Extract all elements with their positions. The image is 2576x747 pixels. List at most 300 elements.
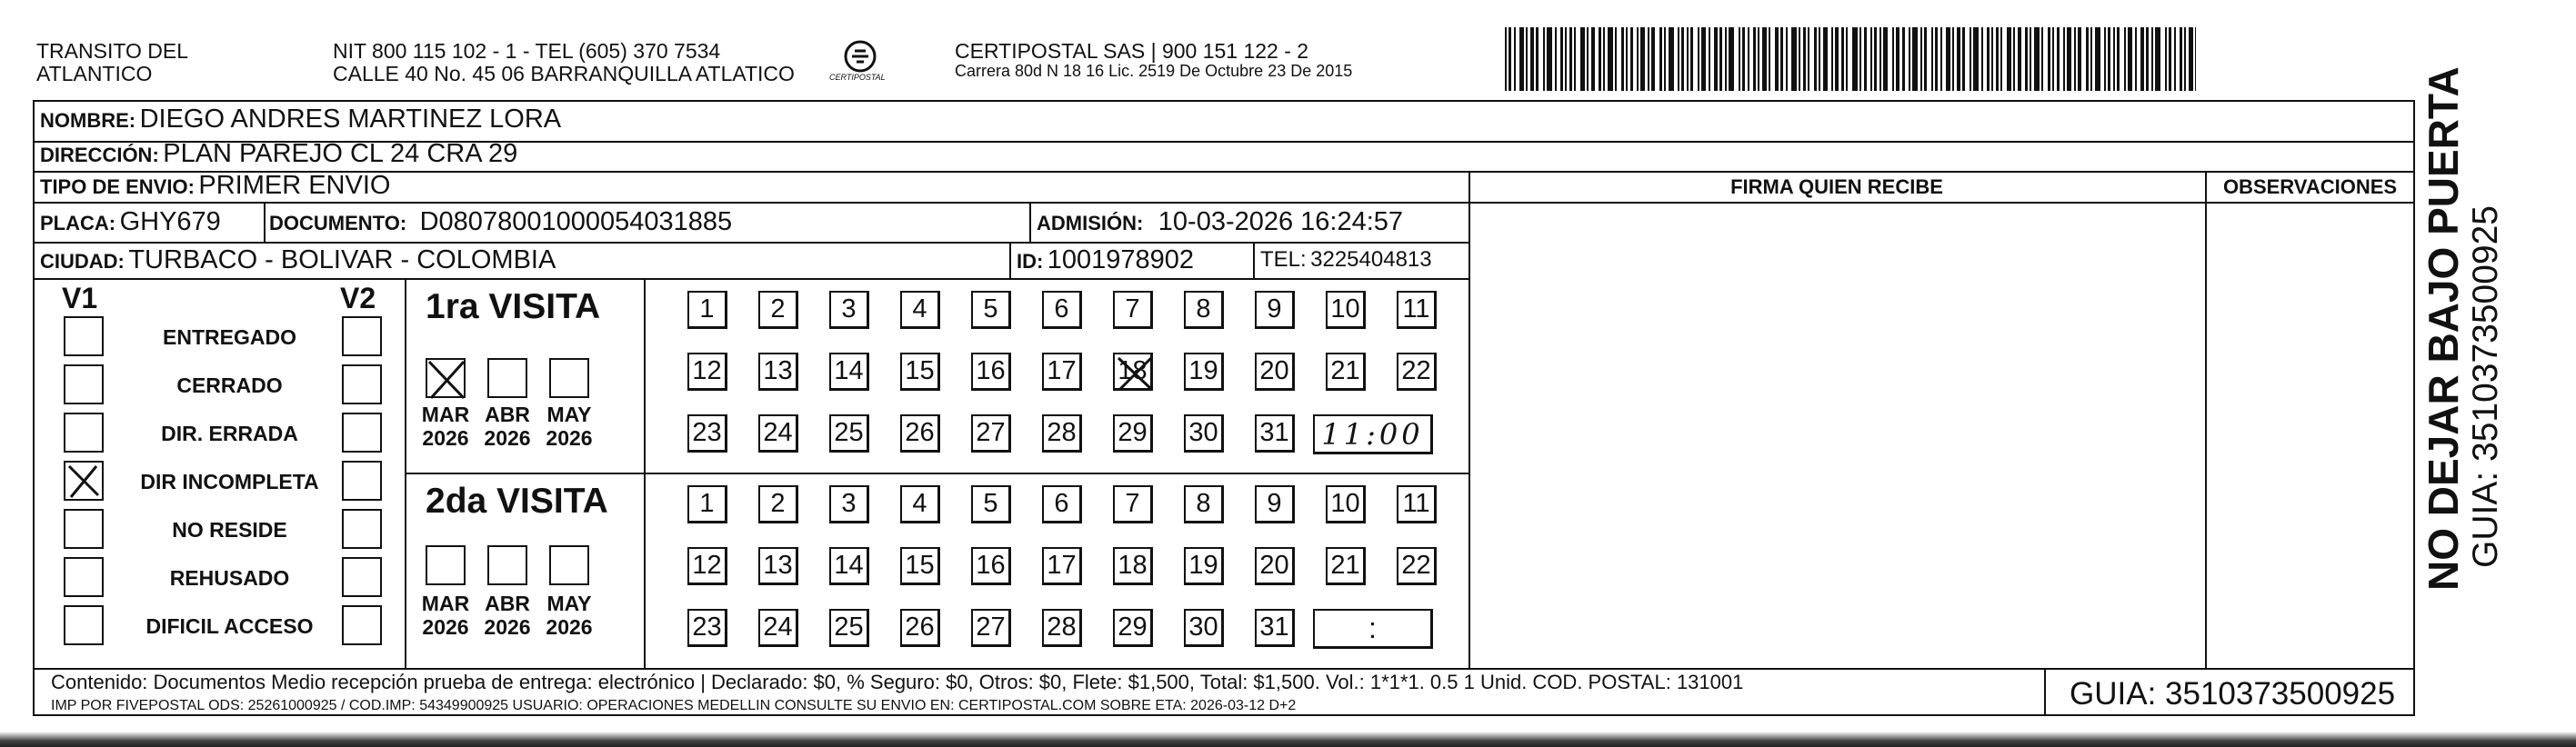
month-label: ABR [485,592,530,615]
v1-checkbox-4[interactable] [64,509,104,549]
id-value: 1001978902 [1047,245,1195,274]
barcode-bar [1637,27,1639,91]
day-number: 26 [905,613,935,642]
v1-checkbox-1[interactable] [64,364,104,404]
barcode-bar [1846,27,1848,91]
barcode-bar [1859,27,1861,91]
barcode-bar [1957,27,1960,91]
company-info [955,40,1352,80]
day-number: 12 [692,551,722,580]
barcode-bar [1626,27,1628,91]
type-row [40,171,390,201]
v2-checkbox-4[interactable] [342,509,382,549]
day-box-13[interactable] [758,547,798,585]
day-number: 13 [763,356,793,385]
barcode-bar [1687,27,1689,91]
divider-type [33,202,2415,204]
month-year: 2026 [546,425,593,450]
month-year: 2026 [546,614,593,639]
barcode-bar [2104,27,2106,91]
barcode-bar [1669,27,1674,91]
day-number: 28 [1047,418,1077,447]
document-label: DOCUMENTO: [269,212,407,234]
signature-header: FIRMA QUIEN RECIBE [1730,175,1943,198]
day-number: 8 [1196,294,1211,324]
admission-label: ADMISIÓN: [1037,212,1144,234]
month-checkbox-1[interactable] [487,358,527,398]
barcode-bar [1823,27,1828,91]
footer-guide: GUIA: 3510373500925 [2070,676,2396,712]
side-guide: GUIA: 3510373500925 [2466,205,2505,568]
day-number: 10 [1330,489,1360,518]
day-box-14[interactable] [829,353,869,391]
v2-checkbox-3[interactable] [342,461,382,501]
barcode-bar [1762,27,1767,91]
barcode-bar [1536,27,1539,91]
day-number: 17 [1047,356,1077,385]
sender-line-2: ATLANTICO [36,61,153,85]
day-box-19[interactable] [1184,547,1224,585]
day-box-11[interactable] [1397,291,1437,329]
day-box-21[interactable] [1326,353,1366,391]
day-number: 3 [841,294,857,324]
v1-checkbox-3[interactable] [64,461,104,501]
reason-label: REHUSADO [169,566,290,590]
barcode-bar [1565,27,1567,91]
day-box-25[interactable] [829,414,869,453]
barcode-bar [2063,27,2065,91]
day-number: 6 [1054,489,1069,518]
month-checkbox-2[interactable] [549,545,589,585]
v1-checkbox-6[interactable] [64,605,104,645]
plate-field [40,207,221,237]
city-label: CIUDAD: [40,250,125,273]
month-checkbox-0[interactable] [426,545,466,585]
day-number: 20 [1259,356,1289,385]
day-box-12[interactable] [687,353,727,391]
day-box-22[interactable] [1397,353,1437,391]
day-box-13[interactable] [758,353,798,391]
barcode-bar [1852,27,1858,91]
name-row [40,105,561,134]
barcode-bar [1547,27,1552,91]
barcode-bar [1603,27,1605,91]
sender-name [36,40,188,85]
recipient-name: DIEGO ANDRES MARTINEZ LORA [139,105,562,134]
barcode-bar [1530,27,1534,91]
sender-contact [333,40,795,85]
barcode-bar [1769,27,1770,91]
check-mark-icon [427,360,467,400]
barcode-bar [2086,27,2089,91]
divider-observations [2205,171,2207,668]
barcode [1505,27,2196,91]
day-number: 10 [1330,294,1360,324]
visit-2-title: 2da VISITA [426,482,608,521]
barcode-bar [1580,27,1585,91]
day-box-26[interactable] [900,414,940,453]
id-label: ID: [1017,250,1044,273]
barcode-bar [1758,27,1759,91]
day-box-30[interactable] [1184,414,1224,453]
day-box-23[interactable] [687,414,727,453]
visit-1-title: 1ra VISITA [426,287,601,326]
barcode-bar [1560,27,1563,91]
month-label: MAR [421,592,470,615]
month-year: 2026 [422,614,469,639]
barcode-bar [2007,27,2011,91]
day-number: 23 [692,613,722,642]
day-number: 2 [770,294,786,324]
day-box-5[interactable] [971,291,1011,329]
check-mark-icon [65,463,102,499]
day-number: 7 [1125,294,1140,324]
day-box-7[interactable] [1113,291,1153,329]
day-box-6[interactable] [1042,291,1082,329]
barcode-bar [1640,27,1645,91]
recipient-address: PLAN PAREJO CL 24 CRA 29 [163,139,518,168]
day-box-30[interactable] [1184,609,1224,647]
day-box-18[interactable] [1113,353,1153,391]
day-box-22[interactable] [1397,547,1437,585]
day-box-28[interactable] [1042,609,1082,647]
footer-imp: IMP POR FIVEPOSTAL ODS: 25261000925 / COD.IMP: 54349900925 USUARIO: OPERACIONES MEDELLIN CONSULTE SU ENVIO EN: CERTIPOSTAL.COM SOBRE ETA: 2026-03-12 D+2 [51,698,1297,713]
day-box-18[interactable] [1113,547,1153,585]
divider-id [1009,242,1011,278]
admission-value: 10-03-2026 16:24:57 [1158,207,1404,236]
barcode-bar [1814,27,1817,91]
barcode-bar [2195,27,2196,91]
v1-checkbox-2[interactable] [64,413,104,453]
day-number: 31 [1259,418,1289,447]
day-number: 13 [763,551,793,580]
tel-field [1260,247,1432,273]
day-box-26[interactable] [900,609,940,647]
barcode-bar [2180,27,2182,91]
day-box-10[interactable] [1326,291,1366,329]
barcode-bar [1896,27,1899,91]
side-warning: NO DEJAR BAJO PUERTA [2420,66,2467,591]
day-number: 27 [976,613,1006,642]
day-box-5[interactable] [971,485,1011,523]
barcode-bar [1791,27,1797,91]
barcode-bar [1714,27,1718,91]
day-number: 25 [834,418,864,447]
visit-time: 11:00 [1321,416,1424,452]
day-number: 30 [1188,418,1218,447]
day-box-12[interactable] [687,547,727,585]
barcode-bar [1780,27,1783,91]
barcode-bar [1753,27,1756,91]
day-box-6[interactable] [1042,485,1082,523]
day-box-17[interactable] [1042,547,1082,585]
sender-line-1: TRANSITO DEL [36,39,188,63]
barcode-bar [1902,27,1905,91]
barcode-bar [1883,27,1888,91]
barcode-bar [2018,27,2021,91]
barcode-bar [2090,27,2092,91]
day-number: 19 [1188,551,1218,580]
barcode-bar [2074,27,2076,91]
day-number: 21 [1330,551,1360,580]
v2-checkbox-2[interactable] [342,413,382,453]
barcode-bar [1835,27,1839,91]
barcode-bar [2030,27,2031,91]
barcode-bar [1526,27,1528,91]
barcode-bar [1725,27,1727,91]
visit-time-box[interactable] [1313,609,1433,649]
v1-checkbox-5[interactable] [64,557,104,597]
barcode-bar [2124,27,2126,91]
address-line: CALLE 40 No. 45 06 BARRANQUILLA ATLATICO [333,61,795,85]
day-number: 14 [834,551,864,580]
month-label: MAY [546,403,592,426]
day-number: 8 [1196,489,1211,518]
address-label: DIRECCIÓN: [40,144,159,166]
barcode-bar [1519,27,1524,91]
day-box-4[interactable] [900,485,940,523]
day-box-19[interactable] [1184,353,1224,391]
barcode-bar [2140,27,2144,91]
barcode-bar [1940,27,1942,91]
day-box-31[interactable] [1255,609,1295,647]
day-box-29[interactable] [1113,414,1153,453]
barcode-bar [1879,27,1881,91]
day-box-21[interactable] [1326,547,1366,585]
month-checkbox-2[interactable] [549,358,589,398]
tel-label: TEL: [1260,247,1307,272]
day-box-16[interactable] [971,547,1011,585]
divider-tel [1253,242,1255,278]
barcode-bar [2041,27,2043,91]
day-number: 1 [699,489,715,518]
plate-value: GHY679 [119,207,221,236]
day-box-14[interactable] [829,547,869,585]
barcode-bar [1952,27,1954,91]
month-option [415,593,476,640]
day-box-9[interactable] [1255,291,1295,329]
day-number: 9 [1267,294,1282,324]
barcode-bar [1678,27,1679,91]
reason-label: DIR. ERRADA [161,422,298,445]
day-box-29[interactable] [1113,609,1153,647]
barcode-bar [1651,27,1655,91]
day-number: 26 [905,418,935,447]
day-box-24[interactable] [758,414,798,453]
barcode-bar [1608,27,1613,91]
barcode-bar [1664,27,1666,91]
barcode-bar [2078,27,2081,91]
day-box-2[interactable] [758,291,798,329]
barcode-bar [1698,27,1699,91]
barcode-bar [1701,27,1706,91]
day-box-2[interactable] [758,485,798,523]
barcode-bar [1870,27,1872,91]
day-box-3[interactable] [829,291,869,329]
day-number: 29 [1118,613,1148,642]
document-value: D08078001000054031885 [419,207,733,236]
barcode-bar [1808,27,1809,91]
day-box-28[interactable] [1042,414,1082,453]
barcode-bar [1996,27,1999,91]
day-box-8[interactable] [1184,485,1224,523]
barcode-bar [1681,27,1684,91]
type-label: TIPO DE ENVIO: [40,175,195,198]
barcode-bar [1555,27,1557,91]
plate-label: PLACA: [40,212,116,234]
barcode-bar [1874,27,1877,91]
barcode-bar [2146,27,2149,91]
barcode-bar [2135,27,2137,91]
day-number: 11 [1402,489,1430,518]
day-box-20[interactable] [1255,547,1295,585]
day-box-16[interactable] [971,353,1011,391]
barcode-bar [1587,27,1589,91]
day-box-1[interactable] [687,291,727,329]
barcode-bar [1892,27,1894,91]
day-box-3[interactable] [829,485,869,523]
v2-checkbox-5[interactable] [342,557,382,597]
barcode-bar [1920,27,1922,91]
barcode-bar [2184,27,2186,91]
barcode-bar [2067,27,2071,91]
barcode-bar [1991,27,1993,91]
barcode-bar [1659,27,1662,91]
divider-footer-guide [2044,668,2046,716]
barcode-bar [2165,27,2167,91]
barcode-bar [2151,27,2153,91]
divider-visits [405,473,1468,474]
barcode-bar [1729,27,1734,91]
day-number: 22 [1401,551,1431,580]
day-number: 19 [1188,356,1218,385]
barcode-bar [1709,27,1710,91]
day-box-27[interactable] [971,414,1011,453]
barcode-bar [1803,27,1806,91]
v2-checkbox-6[interactable] [342,605,382,645]
day-number: 9 [1267,489,1282,518]
barcode-bar [1748,27,1749,91]
day-number: 14 [834,356,864,385]
day-box-17[interactable] [1042,353,1082,391]
day-box-15[interactable] [900,547,940,585]
barcode-bar [2174,27,2176,91]
day-number: 18 [1118,356,1148,385]
day-box-23[interactable] [687,609,727,647]
day-number: 15 [905,551,935,580]
day-box-27[interactable] [971,609,1011,647]
barcode-bar [2169,27,2171,91]
barcode-bar [1505,27,1507,91]
v2-header: V2 [340,282,376,314]
admission-field [1037,207,1403,237]
day-number: 11 [1402,294,1430,324]
month-year: 2026 [484,614,531,639]
month-label: MAY [546,592,592,615]
barcode-bar [1962,27,1965,91]
footer-content: Contenido: Documentos Medio recepción prueba de entrega: electrónico | Declarado: $0, % Seguro: $0, Otros: $0, Flete: $1,500, Total: $1,500. Vol.: 1*1*1. 0.5 1 Unid. COD. POSTAL: 131001 [51,671,1744,693]
barcode-bar [1909,27,1910,91]
reason-label: DIFICIL ACCESO [145,614,314,638]
barcode-bar [1509,27,1511,91]
v1-checkbox-0[interactable] [64,316,104,356]
barcode-bar [1615,27,1617,91]
day-number: 3 [841,489,857,518]
v2-checkbox-1[interactable] [342,364,382,404]
barcode-bar [1924,27,1927,91]
day-box-10[interactable] [1326,485,1366,523]
day-box-20[interactable] [1255,353,1295,391]
day-box-7[interactable] [1113,485,1153,523]
barcode-bar [1775,27,1779,91]
day-number: 5 [983,294,998,324]
document-field [269,207,732,237]
barcode-bar [1648,27,1649,91]
month-checkbox-0[interactable] [426,358,466,398]
day-number: 29 [1118,418,1148,447]
visit-time-box[interactable] [1313,414,1433,454]
city-value: TURBACO - BOLIVAR - COLOMBIA [128,245,556,274]
day-box-8[interactable] [1184,291,1224,329]
logo-text: CERTIPOSTAL [829,73,886,82]
barcode-bar [1931,27,1933,91]
month-option [538,403,600,451]
barcode-bar [1786,27,1788,91]
day-box-31[interactable] [1255,414,1295,453]
divider-signature [1468,171,1470,668]
address-row [40,139,517,169]
day-number: 28 [1047,613,1077,642]
day-number: 30 [1188,613,1218,642]
barcode-bar [1799,27,1800,91]
day-box-1[interactable] [687,485,727,523]
v1-header: V1 [62,282,98,314]
day-box-9[interactable] [1255,485,1295,523]
day-box-15[interactable] [900,353,940,391]
day-number: 27 [976,418,1006,447]
barcode-bar [1739,27,1740,91]
barcode-bar [1690,27,1693,91]
barcode-bar [1987,27,1990,91]
day-box-11[interactable] [1397,485,1437,523]
day-number: 21 [1330,356,1360,385]
month-option [538,593,600,640]
v2-checkbox-0[interactable] [342,316,382,356]
month-option [476,403,538,451]
day-box-4[interactable] [900,291,940,329]
month-year: 2026 [484,425,531,450]
barcode-bar [2048,27,2050,91]
barcode-bar [2155,27,2160,91]
barcode-bar [2034,27,2040,91]
barcode-bar [1621,27,1624,91]
day-number: 16 [976,551,1006,580]
barcode-bar [1981,27,1983,91]
barcode-bar [2108,27,2110,91]
day-number: 17 [1047,551,1077,580]
month-checkbox-1[interactable] [487,545,527,585]
day-number: 5 [983,489,998,518]
barcode-bar [1719,27,1722,91]
barcode-bar [1841,27,1844,91]
reason-label: CERRADO [176,374,283,397]
day-box-25[interactable] [829,609,869,647]
day-number: 24 [763,418,793,447]
barcode-bar [1543,27,1545,91]
barcode-bar [1819,27,1820,91]
barcode-bar [2189,27,2193,91]
day-box-24[interactable] [758,609,798,647]
